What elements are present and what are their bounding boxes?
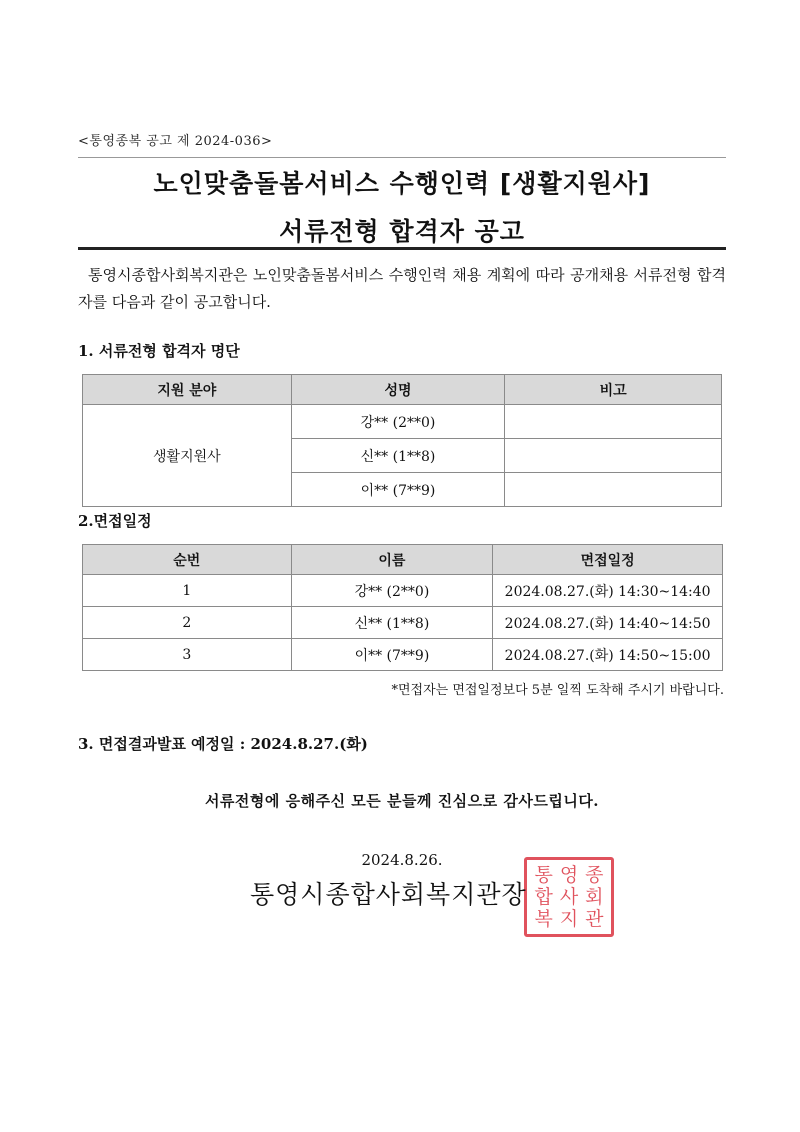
top-divider (78, 157, 726, 158)
name-cell: 강** (2**0) (291, 575, 493, 607)
seal-glyph: 사 (559, 886, 579, 908)
name-cell: 강** (2**0) (291, 405, 505, 439)
arrival-note: *면접자는 면접일정보다 5분 일찍 도착해 주시기 바랍니다. (391, 683, 724, 698)
seal-glyph: 영 (559, 864, 579, 886)
seal-glyph: 회 (585, 886, 604, 908)
column-header: 이름 (291, 545, 493, 575)
column-header: 면접일정 (493, 545, 723, 575)
section1-heading: 1. 서류전형 합격자 명단 (78, 342, 240, 360)
schedule-cell: 2024.08.27.(화) 14:30~14:40 (493, 575, 723, 607)
column-header: 순번 (83, 545, 292, 575)
name-cell: 신** (1**8) (291, 607, 493, 639)
section2-heading: 2.면접일정 (78, 512, 152, 530)
title-line-2: 서류전형 합격자 공고 (279, 217, 525, 246)
order-cell: 3 (83, 639, 292, 671)
name-cell: 이** (7**9) (291, 639, 493, 671)
table-header-row (83, 375, 722, 405)
passers-table (82, 374, 722, 507)
table-row (83, 575, 723, 607)
seal-glyph: 종 (585, 864, 604, 886)
official-seal-stamp (524, 857, 614, 937)
intro-paragraph: 통영시종합사회복지관은 노인맞춤돌봄서비스 수행인력 채용 계획에 따라 공개채용 서류전형 합격자를 다음과 같이 공고합니다. (78, 266, 726, 311)
column-header: 성명 (291, 375, 505, 405)
name-cell: 이** (7**9) (291, 473, 505, 507)
title-line-1: 노인맞춤돌봄서비스 수행인력 [생활지원사] (153, 169, 651, 198)
seal-glyph: 복 (534, 908, 553, 930)
interview-schedule-table (82, 544, 723, 671)
schedule-cell: 2024.08.27.(화) 14:40~14:50 (493, 607, 723, 639)
seal-glyph: 관 (585, 908, 604, 930)
table-row (83, 607, 723, 639)
order-cell: 1 (83, 575, 292, 607)
field-cell: 생활지원사 (83, 405, 292, 507)
seal-glyph: 통 (534, 864, 553, 886)
section3-heading: 3. 면접결과발표 예정일 : 2024.8.27.(화) (78, 735, 368, 753)
table-row (83, 639, 723, 671)
name-cell: 신** (1**8) (291, 439, 505, 473)
signer-title: 통영시종합사회복지관장 (250, 880, 527, 909)
seal-glyph: 지 (559, 908, 579, 930)
column-header: 지원 분야 (83, 375, 292, 405)
order-cell: 2 (83, 607, 292, 639)
seal-glyph: 합 (534, 886, 553, 908)
remark-cell (505, 473, 722, 507)
thanks-message: 서류전형에 응해주신 모든 분들께 진심으로 감사드립니다. (204, 792, 600, 810)
remark-cell (505, 439, 722, 473)
title-divider (78, 247, 726, 250)
issue-date: 2024.8.26. (361, 851, 443, 869)
remark-cell (505, 405, 722, 439)
notice-number: <통영종복 공고 제 2024-036> (78, 134, 273, 149)
schedule-cell: 2024.08.27.(화) 14:50~15:00 (493, 639, 723, 671)
table-row (83, 405, 722, 439)
column-header: 비고 (505, 375, 722, 405)
table-header-row (83, 545, 723, 575)
